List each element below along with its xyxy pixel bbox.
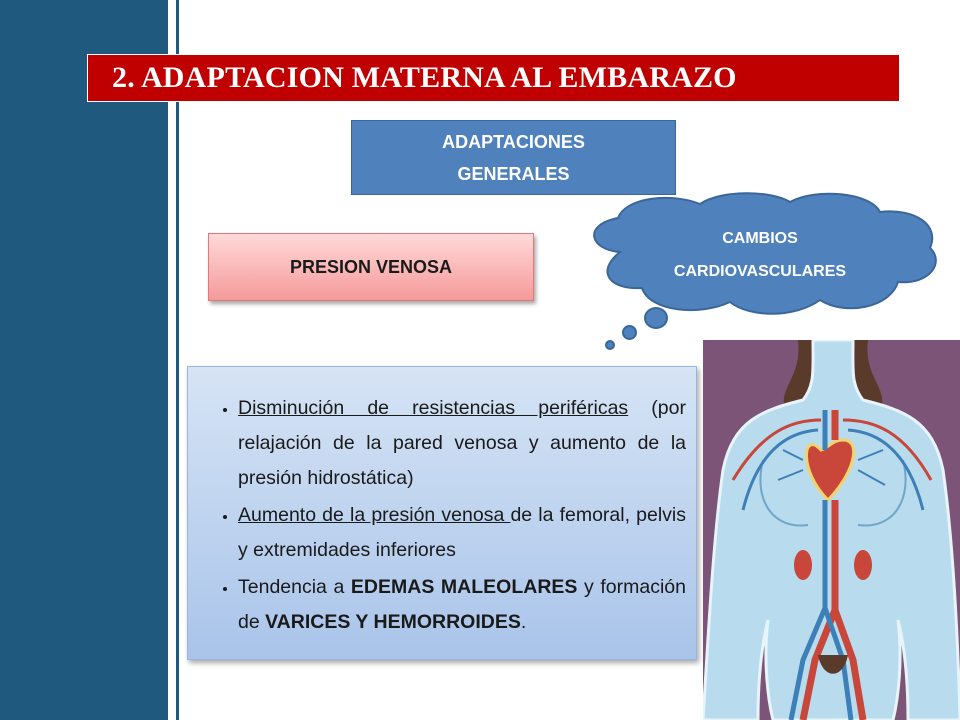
slide-title: 2. ADAPTACION MATERNA AL EMBARAZO: [112, 61, 737, 94]
cloud-line1: CAMBIOS: [722, 230, 798, 247]
bullet-3-edemas: EDEMAS MALEOLARES: [350, 576, 578, 598]
presion-venosa-label: PRESION VENOSA: [289, 256, 453, 277]
adaptaciones-generales-box: [351, 120, 676, 195]
bullet-1-rest: (por relajación de la pared venosa y aumento de la presión hidrostática): [238, 397, 686, 489]
bullet-item-2: [238, 498, 686, 568]
circulatory-system-figure-icon: [703, 340, 960, 720]
body-illustration-svg: [703, 340, 960, 720]
bullet-2-rest: de la femoral, pelvis y extremidades inferiores: [238, 504, 687, 561]
bullet-3-part-a: Tendencia a: [238, 576, 351, 598]
left-sidebar-band: [0, 0, 168, 720]
cloud-line2: CARDIOVASCULARES: [673, 263, 847, 280]
bullet-3-part-c: y formación de: [238, 576, 686, 633]
adaptaciones-line2: GENERALES: [457, 163, 570, 184]
title-bar: [87, 54, 900, 102]
bullet-panel: [187, 366, 697, 660]
bullet-item-3: [238, 570, 686, 640]
bullet-item-1: [238, 391, 686, 496]
cloud-text: [600, 222, 920, 288]
presion-venosa-box: [208, 233, 534, 301]
bullet-3-period: .: [520, 611, 527, 633]
bullet-2-underlined: Aumento de la presión venosa: [238, 504, 511, 526]
thought-bubble-large: [644, 307, 668, 329]
sidebar-divider-line: [176, 0, 179, 720]
adaptaciones-line1: ADAPTACIONES: [442, 131, 585, 152]
bullet-list: [204, 391, 686, 640]
bullet-3-varices: VARICES Y HEMORROIDES: [265, 611, 521, 633]
thought-bubble-medium: [622, 325, 637, 340]
thought-bubble-small: [605, 340, 615, 350]
bullet-1-underlined: Disminución de resistencias periféricas: [238, 397, 629, 419]
